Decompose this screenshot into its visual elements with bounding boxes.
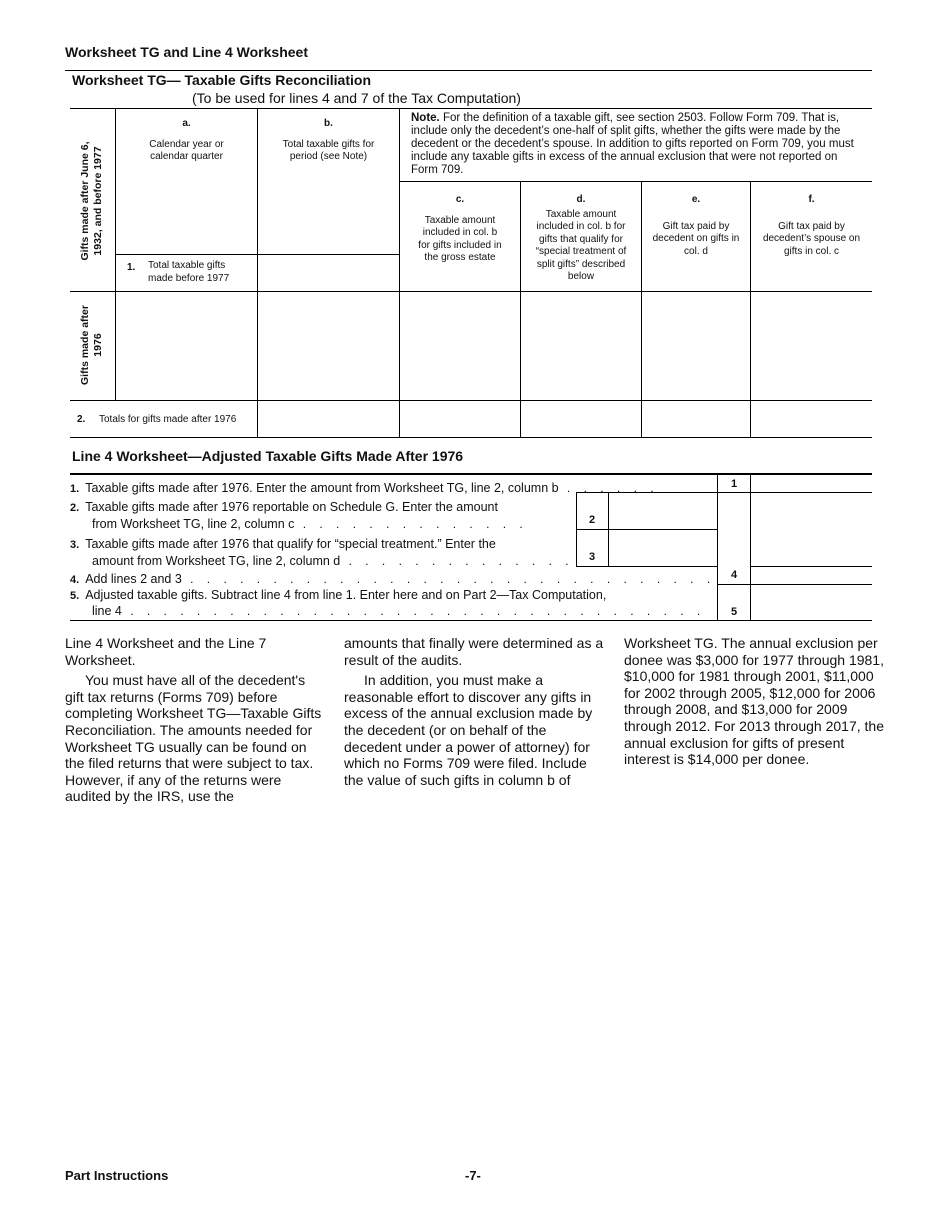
side-label-before-1977: Gifts made after June 6, 1932, and before 1977 — [79, 141, 104, 261]
l4-line-4: 4. Add lines 2 and 3 . . . . . . . . . . . . . . . . . . . . . . . . . . . . . . . . — [70, 572, 716, 586]
tg-line1-text: Total taxable gifts made before 1977 — [148, 260, 230, 284]
col-e-header — [642, 194, 750, 258]
body-col1-para1: Line 4 Worksheet and the Line 7 Worksheet. — [65, 635, 267, 668]
body-col2-para1: amounts that finally were determined as a result of the audits. — [344, 635, 604, 668]
l4-line-1-text: Taxable gifts made after 1976. Enter the amount from Worksheet TG, line 2, column b — [85, 481, 559, 495]
side-label-after-1976: Gifts made after 1976 — [79, 305, 104, 385]
l4-line-2-cont: from Worksheet TG, line 2, column c . . . . . . . . . . . . . . — [92, 517, 528, 531]
l4-line-5-text1: Adjusted taxable gifts. Subtract line 4 from line 1. Enter here and on Part 2—Tax Computation, — [85, 588, 607, 602]
col-d-letter: d. — [576, 194, 586, 205]
col-c-letter: c. — [455, 194, 465, 205]
col-e-letter: e. — [691, 194, 701, 205]
footer-left: Part Instructions — [65, 1168, 169, 1183]
l4-box-2-label: 2 — [588, 514, 596, 526]
note-label: Note. — [411, 112, 440, 124]
l4-line-3-num: 3. — [70, 539, 80, 551]
l4-line-4-num: 4. — [70, 574, 80, 586]
col-b-header — [258, 118, 399, 164]
l4-vrule-number-col — [717, 474, 718, 620]
tg-line2-text: Totals for gifts made after 1976 — [99, 414, 237, 425]
l4-line-2-text1: Taxable gifts made after 1976 reportable on Schedule G. Enter the amount — [85, 500, 498, 514]
body-col3-para1: Worksheet TG. The annual exclusion per donee was $3,000 for 1977 through 1981, $10,000 for 1981 through 2001, $11,000 for 2002 through 2005, $12,000 for 2006 through 2008, and $13,000 for 2009 through 2012. For 2013 through 2017, the annual exclusion for gifts of present interest is $14,000 per donee. — [624, 635, 884, 768]
l4-line-5-cont: line 4 . . . . . . . . . . . . . . . . . . . . . . . . . . . . . . . . . . . — [92, 604, 706, 618]
body-col2-para2: In addition, you must make a reasonable effort to discover any gifts in excess of the annual exclusion made by the decedent (or on behalf of the decedent under a power of attorney) for which no Forms 709 were filed. Include the value of such gifts in column b of — [344, 672, 593, 788]
l4-rule-line4 — [717, 584, 872, 585]
note-block — [411, 112, 867, 177]
title-rule — [65, 70, 872, 71]
l4-mid-vrule-right — [608, 492, 609, 566]
col-b-letter: b. — [324, 118, 333, 129]
line4-worksheet-title: Line 4 Worksheet—Adjusted Taxable Gifts Made After 1976 — [72, 448, 464, 464]
tg-vrule-b-c — [399, 108, 400, 437]
l4-box-5-label: 5 — [730, 606, 738, 618]
col-b-text: Total taxable gifts for period (see Note) — [282, 138, 375, 162]
l4-line-2 — [70, 499, 498, 517]
worksheet-tg-title: Worksheet TG— Taxable Gifts Reconciliation — [72, 72, 371, 88]
col-d-text: Taxable amount included in col. b for gifts that qualify for “special treatment of split gifts” described below — [535, 208, 627, 282]
l4-line-3-text1: Taxable gifts made after 1976 that qualify for “special treatment.” Enter the — [85, 537, 496, 551]
col-c-text: Taxable amount included in col. b for gifts included in the gross estate — [418, 214, 502, 263]
tg-rule-note-bottom — [399, 181, 872, 182]
note-text: For the definition of a taxable gift, see section 2503. Follow Form 709. That is, include only the decedent’s one-half of split gifts, whether the gifts were made by the decedent or the decedent’s spouse. In addition to gifts reported on Form 709, you must include any taxable gifts in excess of the annual exclusion that were not reported on Form 709. — [411, 112, 854, 176]
l4-line-3-cont: amount from Worksheet TG, line 2, column d . . . . . . . . . . . . . . — [92, 554, 574, 568]
body-col1-para2: You must have all of the decedent's gift tax returns (Forms 709) before completing Worksheet TG—Taxable Gifts Reconciliation. The amounts needed for Worksheet TG usually can be found on the filed returns that were subject to tax. However, if any of the returns were audited by the IRS, use the — [65, 672, 322, 805]
tg-rule-line2-top — [70, 400, 872, 401]
col-c-header — [400, 194, 520, 265]
l4-box-1-label: 1 — [730, 478, 738, 490]
col-f-letter: f. — [808, 194, 815, 205]
tg-line2-num: 2. — [77, 414, 86, 425]
l4-line-1: 1. Taxable gifts made after 1976. Enter the amount from Worksheet TG, line 2, column b . . . . . . — [70, 481, 659, 495]
worksheet-tg-subtitle: (To be used for lines 4 and 7 of the Tax Computation) — [192, 90, 521, 106]
col-a-header — [116, 118, 257, 164]
col-f-text: Gift tax paid by decedent’s spouse on gifts in col. c — [762, 220, 861, 257]
body-column-3 — [624, 635, 886, 772]
col-e-text: Gift tax paid by decedent on gifts in col. d — [652, 220, 740, 257]
tg-rule-section-divider — [70, 291, 872, 292]
page-title: Worksheet TG and Line 4 Worksheet — [65, 44, 308, 60]
l4-line-5-text2: line 4 — [92, 604, 122, 618]
col-a-text: Calendar year or calendar quarter — [149, 138, 224, 162]
col-f-header — [751, 194, 872, 258]
l4-rule-top — [70, 473, 872, 475]
l4-line-3-text2: amount from Worksheet TG, line 2, column d — [92, 554, 341, 568]
tg-line1-num: 1. — [127, 262, 136, 273]
col-a-letter: a. — [182, 118, 191, 129]
l4-line-1-num: 1. — [70, 483, 80, 495]
l4-line-3 — [70, 536, 496, 554]
l4-mid-rule-bottom — [576, 566, 717, 567]
tg-rule-bottom — [70, 437, 872, 438]
l4-line-2-text2: from Worksheet TG, line 2, column c — [92, 517, 295, 531]
l4-line-5-num: 5. — [70, 590, 80, 602]
l4-line-4-text: Add lines 2 and 3 — [85, 572, 182, 586]
col-d-header — [521, 194, 641, 284]
l4-box-4-label: 4 — [730, 569, 738, 581]
l4-mid-rule-middle — [576, 529, 717, 530]
l4-rule-line4-top — [750, 566, 872, 567]
l4-line-2-num: 2. — [70, 502, 80, 514]
l4-box-3-label: 3 — [588, 551, 596, 563]
l4-vrule-amount-col — [750, 474, 751, 620]
tg-rule-top — [70, 108, 872, 109]
body-column-1 — [65, 635, 327, 809]
page-number: -7- — [465, 1168, 481, 1183]
l4-rule-line1 — [717, 492, 872, 493]
body-column-2 — [344, 635, 606, 792]
l4-rule-bottom — [70, 620, 872, 621]
